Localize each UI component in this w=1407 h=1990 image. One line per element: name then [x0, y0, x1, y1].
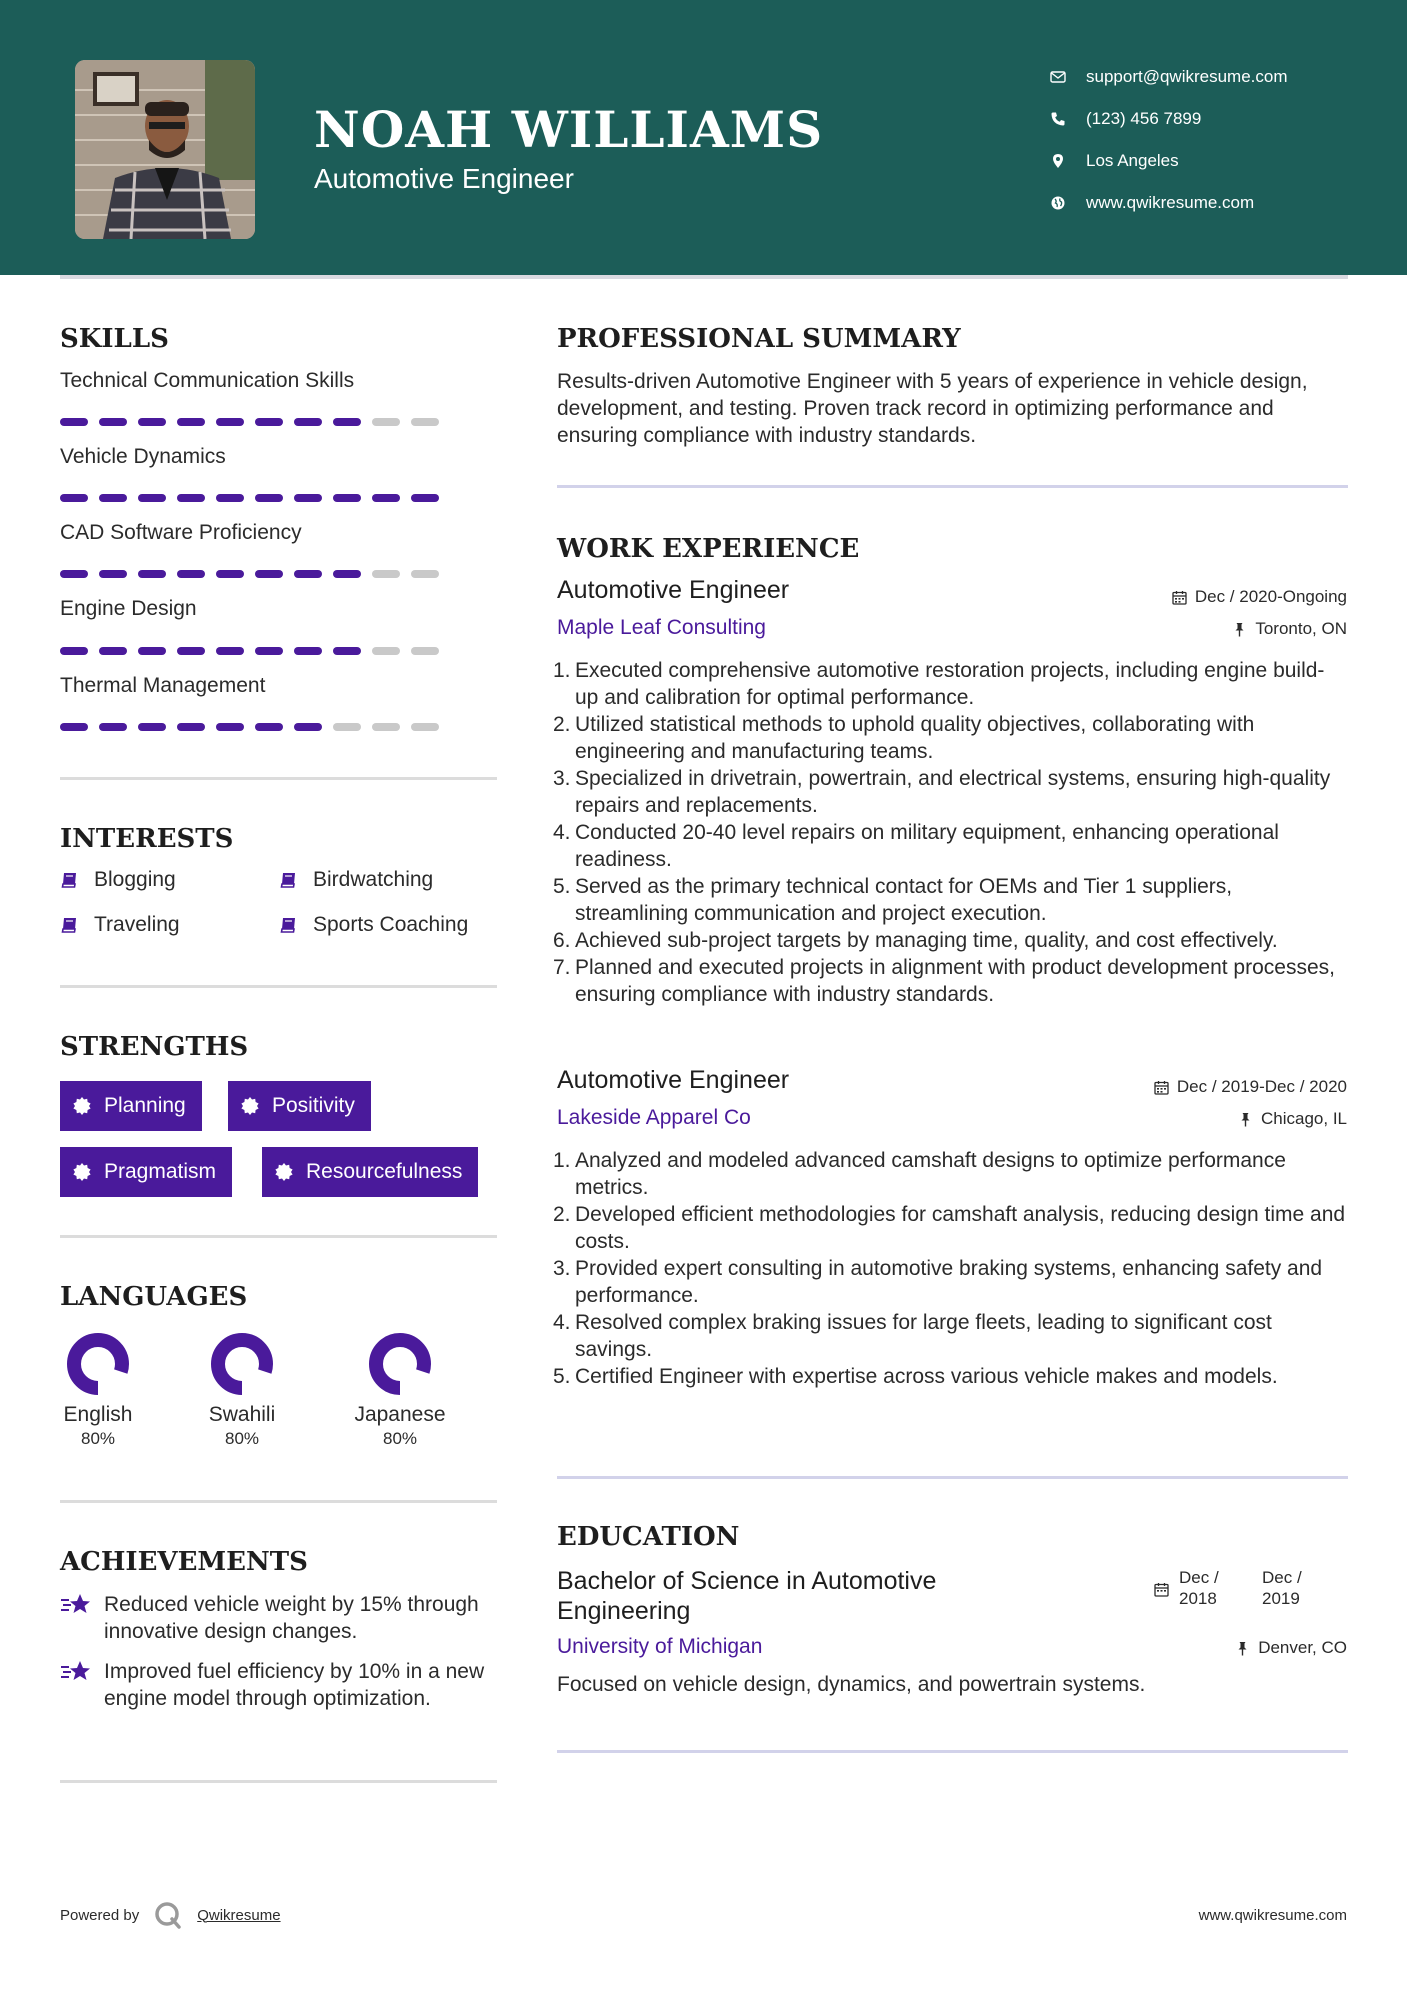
- job-title: Automotive Engineer: [557, 1066, 790, 1094]
- language-name: English: [63, 1403, 133, 1426]
- contact-location-text: Los Angeles: [1086, 151, 1179, 170]
- resume-header: [0, 0, 1407, 275]
- skill-dot-filled: [60, 418, 88, 426]
- skill-dot-empty: [411, 647, 439, 655]
- calendar-icon: [1172, 590, 1187, 605]
- book-icon: [279, 870, 299, 890]
- skill-dot-filled: [216, 494, 244, 502]
- skill-dot-filled: [333, 647, 361, 655]
- duty-item: 4. Resolved complex braking issues for large fleets, leading to significant cost savings.: [553, 1311, 1272, 1361]
- strength-tag: [262, 1147, 478, 1197]
- degree-line: Engineering: [557, 1597, 691, 1625]
- job-date: [1172, 587, 1347, 607]
- language-ring: [367, 1331, 433, 1397]
- contact-phone[interactable]: [1050, 98, 1288, 140]
- strength-label: Pragmatism: [104, 1160, 217, 1183]
- skill-dot-filled: [216, 570, 244, 578]
- profile-photo-image: [75, 60, 255, 239]
- skill-dot-filled: [99, 647, 127, 655]
- skill-dot-filled: [216, 418, 244, 426]
- job-location-text: Chicago, IL: [1261, 1109, 1347, 1128]
- skill-label: Technical Communication Skills: [60, 369, 355, 392]
- job-location: [1238, 1109, 1347, 1129]
- header-divider: [60, 275, 1348, 279]
- language-item: [340, 1331, 460, 1449]
- skill-dot-filled: [294, 647, 322, 655]
- skill-dot-filled: [60, 723, 88, 731]
- strength-tag: [60, 1147, 232, 1197]
- skill-dot-filled: [294, 723, 322, 731]
- job-location: [1232, 619, 1347, 639]
- skill-dot-empty: [372, 723, 400, 731]
- powered-by-text: Powered by: [60, 1906, 140, 1924]
- skill-dot-filled: [177, 647, 205, 655]
- languages-title: LANGUAGES: [60, 1282, 248, 1312]
- skill-dot-filled: [138, 570, 166, 578]
- badge-icon: [240, 1096, 260, 1116]
- education-start-date: Dec / 2018: [1179, 1568, 1219, 1608]
- skill-rating: [60, 494, 450, 502]
- skill-dot-filled: [177, 723, 205, 731]
- contact-location: [1050, 140, 1288, 182]
- qwikresume-logo-icon: [153, 1900, 183, 1930]
- summary-text: Results-driven Automotive Engineer with 5 years of experience in vehicle design, development, and testing. Proven track record in optimizing performance and ensuring compliance with industry standards.: [557, 370, 1308, 447]
- shooting-star-icon: [60, 1658, 94, 1686]
- skill-label: Engine Design: [60, 597, 197, 620]
- degree-line: Bachelor of Science in Automotive: [557, 1567, 937, 1595]
- education-title: EDUCATION: [557, 1522, 740, 1552]
- envelope-icon: [1050, 69, 1086, 85]
- interest-item: [279, 868, 433, 892]
- skill-dot-filled: [99, 418, 127, 426]
- skill-dot-empty: [411, 570, 439, 578]
- skill-dot-filled: [60, 494, 88, 502]
- badge-icon: [274, 1162, 294, 1182]
- skill-dot-filled: [294, 494, 322, 502]
- duty-item: 7. Planned and executed projects in alignment with product development processes, ensuring compliance with industry standards.: [553, 956, 1335, 1006]
- strength-label: Resourcefulness: [306, 1160, 463, 1183]
- education-location: [1235, 1638, 1347, 1658]
- skill-dot-filled: [372, 494, 400, 502]
- interests-title: INTERESTS: [60, 824, 234, 854]
- candidate-role: Automotive Engineer: [314, 163, 574, 194]
- skill-dot-filled: [138, 647, 166, 655]
- duty-item: 5. Served as the primary technical contact for OEMs and Tier 1 suppliers, streamlining communication and project execution.: [553, 875, 1233, 925]
- interest-item: [60, 913, 180, 937]
- skill-rating: [60, 723, 450, 731]
- language-ring-fill: [376, 1340, 424, 1388]
- achievement-text: Improved fuel efficiency by 10% in a new engine model through optimization.: [104, 1660, 485, 1710]
- pushpin-icon: [1235, 1641, 1250, 1656]
- skill-dot-filled: [333, 494, 361, 502]
- job-duties: [553, 657, 1347, 1008]
- section-divider: [557, 1750, 1348, 1753]
- duty-item: 1. Executed comprehensive automotive restoration projects, including engine build-up and calibration for optimal performance.: [553, 659, 1325, 709]
- job-date-text: Dec / 2020-Ongoing: [1194, 587, 1347, 606]
- calendar-icon: [1154, 1582, 1169, 1597]
- achievements-title: ACHIEVEMENTS: [60, 1547, 308, 1577]
- language-name: Swahili: [208, 1403, 276, 1426]
- skill-dot-filled: [99, 570, 127, 578]
- shooting-star-icon: [60, 1591, 94, 1619]
- skill-dot-filled: [60, 570, 88, 578]
- skill-rating: [60, 418, 450, 426]
- skill-dot-filled: [177, 418, 205, 426]
- skill-rating: [60, 647, 450, 655]
- footer-powered-by: [60, 1900, 281, 1930]
- badge-icon: [72, 1162, 92, 1182]
- qwikresume-link[interactable]: Qwikresume: [197, 1906, 281, 1924]
- education-location-text: Denver, CO: [1258, 1638, 1347, 1657]
- skill-dot-filled: [99, 494, 127, 502]
- language-percent: 80%: [382, 1429, 418, 1448]
- language-ring-fill: [218, 1340, 266, 1388]
- skill-dot-filled: [255, 494, 283, 502]
- language-percent: 80%: [224, 1429, 260, 1448]
- skill-dot-empty: [411, 723, 439, 731]
- interest-item: [279, 913, 468, 937]
- interest-item: [60, 868, 176, 892]
- skill-dot-filled: [216, 647, 244, 655]
- degree-title: [557, 1566, 936, 1626]
- skill-dot-filled: [138, 723, 166, 731]
- interest-label: Birdwatching: [313, 868, 434, 891]
- skills-title: SKILLS: [60, 324, 169, 354]
- badge-icon: [72, 1096, 92, 1116]
- duty-item: 2. Developed efficient methodologies for camshaft analysis, reducing design time and costs.: [553, 1203, 1346, 1253]
- skill-dot-filled: [255, 647, 283, 655]
- company-name: Lakeside Apparel Co: [557, 1106, 751, 1129]
- job-duties: [553, 1147, 1347, 1390]
- strength-tag: [60, 1081, 202, 1131]
- skill-dot-filled: [255, 418, 283, 426]
- language-item: [182, 1331, 302, 1449]
- job-location-text: Toronto, ON: [1255, 619, 1347, 638]
- contact-phone-text: (123) 456 7899: [1086, 109, 1202, 128]
- duty-item: 5. Certified Engineer with expertise across various vehicle makes and models.: [553, 1365, 1278, 1388]
- duty-item: 6. Achieved sub-project targets by managing time, quality, and cost effectively.: [553, 929, 1278, 952]
- experience-title: WORK EXPERIENCE: [557, 534, 860, 564]
- interest-label: Traveling: [94, 913, 180, 936]
- skill-label: CAD Software Proficiency: [60, 521, 302, 544]
- school-name: University of Michigan: [557, 1635, 763, 1658]
- section-divider: [60, 1780, 497, 1783]
- globe-icon: [1050, 195, 1086, 211]
- skill-dot-empty: [372, 647, 400, 655]
- skill-dot-filled: [60, 647, 88, 655]
- skill-dot-filled: [333, 418, 361, 426]
- pushpin-icon: [1238, 1112, 1253, 1127]
- skill-label: Thermal Management: [60, 674, 266, 697]
- skill-dot-filled: [177, 570, 205, 578]
- strength-tag: [228, 1081, 371, 1131]
- strengths-title: STRENGTHS: [60, 1032, 249, 1062]
- skill-dot-filled: [177, 494, 205, 502]
- skill-rating: [60, 570, 450, 578]
- skill-dot-filled: [255, 723, 283, 731]
- achievement-text: Reduced vehicle weight by 15% through innovative design changes.: [104, 1593, 479, 1643]
- book-icon: [279, 915, 299, 935]
- achievement-item: [60, 1658, 500, 1712]
- skill-dot-empty: [333, 723, 361, 731]
- skill-dot-filled: [294, 570, 322, 578]
- skill-dot-empty: [372, 418, 400, 426]
- skill-dot-filled: [138, 418, 166, 426]
- strength-label: Positivity: [272, 1094, 355, 1117]
- duty-item: 1. Analyzed and modeled advanced camshaft designs to optimize performance metrics.: [553, 1149, 1286, 1199]
- location-pin-icon: [1050, 153, 1086, 169]
- language-ring-fill: [74, 1340, 122, 1388]
- section-divider: [60, 1235, 497, 1238]
- skill-dot-filled: [216, 723, 244, 731]
- skill-dot-filled: [99, 723, 127, 731]
- skill-dot-empty: [411, 418, 439, 426]
- candidate-name: NOAH WILLIAMS: [314, 100, 824, 159]
- book-icon: [60, 870, 80, 890]
- achievement-item: [60, 1591, 500, 1645]
- language-name: Japanese: [354, 1403, 446, 1426]
- skill-dot-filled: [333, 570, 361, 578]
- job-date: [1154, 1077, 1347, 1097]
- strength-label: Planning: [104, 1094, 186, 1117]
- company-name: Maple Leaf Consulting: [557, 616, 766, 639]
- contact-email-text: support@qwikresume.com: [1086, 67, 1288, 86]
- interest-label: Blogging: [94, 868, 176, 891]
- contact-website[interactable]: [1050, 182, 1288, 224]
- language-percent: 80%: [80, 1429, 116, 1448]
- contact-website-text: www.qwikresume.com: [1086, 193, 1255, 212]
- duty-item: 3. Specialized in drivetrain, powertrain, and electrical systems, ensuring high-quality repairs and replacements.: [553, 767, 1331, 817]
- education-description: Focused on vehicle design, dynamics, and powertrain systems.: [557, 1673, 1146, 1696]
- phone-icon: [1050, 111, 1086, 127]
- job-date-text: Dec / 2019-Dec / 2020: [1176, 1077, 1347, 1096]
- section-divider: [60, 1500, 497, 1503]
- section-divider: [60, 985, 497, 988]
- section-divider: [60, 777, 497, 780]
- contact-list: [1050, 56, 1288, 224]
- skill-label: Vehicle Dynamics: [60, 445, 226, 468]
- skill-dot-filled: [411, 494, 439, 502]
- book-icon: [60, 915, 80, 935]
- duty-item: 3. Provided expert consulting in automotive braking systems, enhancing safety and performance.: [553, 1257, 1323, 1307]
- skill-dot-empty: [372, 570, 400, 578]
- calendar-icon: [1154, 1080, 1169, 1095]
- language-item: [38, 1331, 158, 1449]
- language-ring: [65, 1331, 131, 1397]
- contact-email[interactable]: [1050, 56, 1288, 98]
- pushpin-icon: [1232, 622, 1247, 637]
- profile-photo: [75, 60, 255, 239]
- interest-label: Sports Coaching: [313, 913, 469, 936]
- job-title: Automotive Engineer: [557, 576, 790, 604]
- skill-dot-filled: [255, 570, 283, 578]
- duty-item: 4. Conducted 20-40 level repairs on military equipment, enhancing operational readiness.: [553, 821, 1279, 871]
- education-end-date: Dec / 2019: [1262, 1568, 1302, 1608]
- language-ring: [209, 1331, 275, 1397]
- section-divider: [557, 1476, 1348, 1479]
- summary-title: PROFESSIONAL SUMMARY: [557, 324, 961, 354]
- skill-dot-filled: [294, 418, 322, 426]
- section-divider: [557, 485, 1348, 488]
- footer-url[interactable]: www.qwikresume.com: [1198, 1907, 1347, 1924]
- duty-item: 2. Utilized statistical methods to uphold quality objectives, collaborating with engineering and manufacturing teams.: [553, 713, 1255, 763]
- skill-dot-filled: [138, 494, 166, 502]
